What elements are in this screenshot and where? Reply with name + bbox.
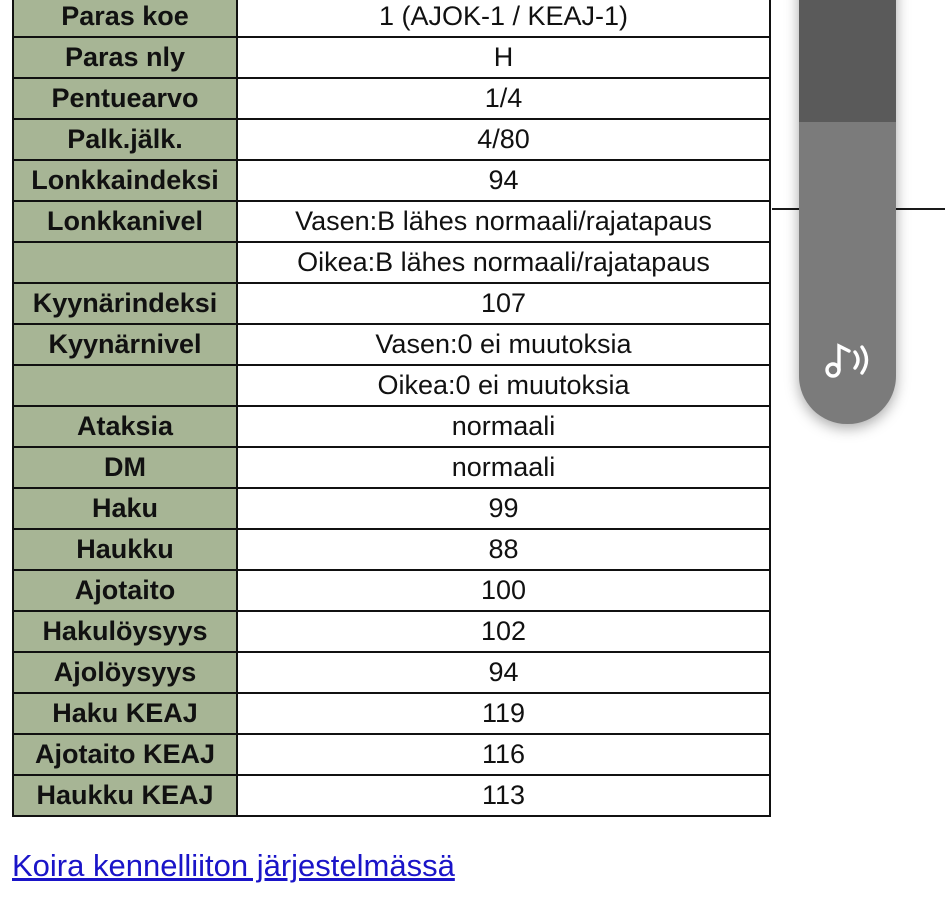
row-value: 4/80: [237, 119, 770, 160]
row-value: 1 (AJOK-1 / KEAJ-1): [237, 0, 770, 37]
row-label: Haukku: [13, 529, 237, 570]
volume-slider-track-upper[interactable]: [799, 0, 896, 122]
row-value: 88: [237, 529, 770, 570]
row-label: [13, 365, 237, 406]
table-row: [13, 37, 770, 78]
table-row: [13, 611, 770, 652]
row-label: [13, 242, 237, 283]
table-row: [13, 406, 770, 447]
volume-slider-panel[interactable]: [799, 0, 896, 424]
row-value: Vasen:B lähes normaali/rajatapaus: [237, 201, 770, 242]
row-label: Lonkkanivel: [13, 201, 237, 242]
row-value: 102: [237, 611, 770, 652]
row-value: 1/4: [237, 78, 770, 119]
row-label: Haku: [13, 488, 237, 529]
table-row: [13, 652, 770, 693]
row-value: normaali: [237, 447, 770, 488]
row-label: Pentuearvo: [13, 78, 237, 119]
table-row: [13, 283, 770, 324]
row-value: 100: [237, 570, 770, 611]
row-label: Ajotaito: [13, 570, 237, 611]
table-row: [13, 365, 770, 406]
table-row: [13, 119, 770, 160]
row-label: Hakulöysyys: [13, 611, 237, 652]
row-label: Ajolöysyys: [13, 652, 237, 693]
table-row: [13, 201, 770, 242]
row-value: normaali: [237, 406, 770, 447]
table-row: [13, 529, 770, 570]
row-value: 99: [237, 488, 770, 529]
table-row: [13, 447, 770, 488]
table-row: [13, 0, 770, 37]
dog-info-table-body: [13, 0, 770, 816]
row-label: Ataksia: [13, 406, 237, 447]
table-row: [13, 78, 770, 119]
table-row: [13, 734, 770, 775]
row-label: Kyynärindeksi: [13, 283, 237, 324]
row-label: Paras nly: [13, 37, 237, 78]
row-value: 94: [237, 160, 770, 201]
table-row: [13, 242, 770, 283]
row-label: Kyynärnivel: [13, 324, 237, 365]
row-label: Palk.jälk.: [13, 119, 237, 160]
row-label: DM: [13, 447, 237, 488]
row-value: 107: [237, 283, 770, 324]
row-value: 116: [237, 734, 770, 775]
table-row: [13, 775, 770, 816]
table-row: [13, 324, 770, 365]
table-row: [13, 160, 770, 201]
kennel-club-link[interactable]: Koira kennelliiton järjestelmässä: [12, 848, 455, 883]
row-value: Oikea:0 ei muutoksia: [237, 365, 770, 406]
table-row: [13, 570, 770, 611]
row-label: Haukku KEAJ: [13, 775, 237, 816]
dog-info-table: [12, 0, 771, 817]
row-value: H: [237, 37, 770, 78]
row-label: Lonkkaindeksi: [13, 160, 237, 201]
row-label: Ajotaito KEAJ: [13, 734, 237, 775]
music-note-volume-icon[interactable]: [819, 332, 875, 388]
row-value: 119: [237, 693, 770, 734]
table-row: [13, 693, 770, 734]
row-label: Haku KEAJ: [13, 693, 237, 734]
row-value: Vasen:0 ei muutoksia: [237, 324, 770, 365]
row-label: Paras koe: [13, 0, 237, 37]
row-value: Oikea:B lähes normaali/rajatapaus: [237, 242, 770, 283]
row-value: 94: [237, 652, 770, 693]
table-row: [13, 488, 770, 529]
row-value: 113: [237, 775, 770, 816]
